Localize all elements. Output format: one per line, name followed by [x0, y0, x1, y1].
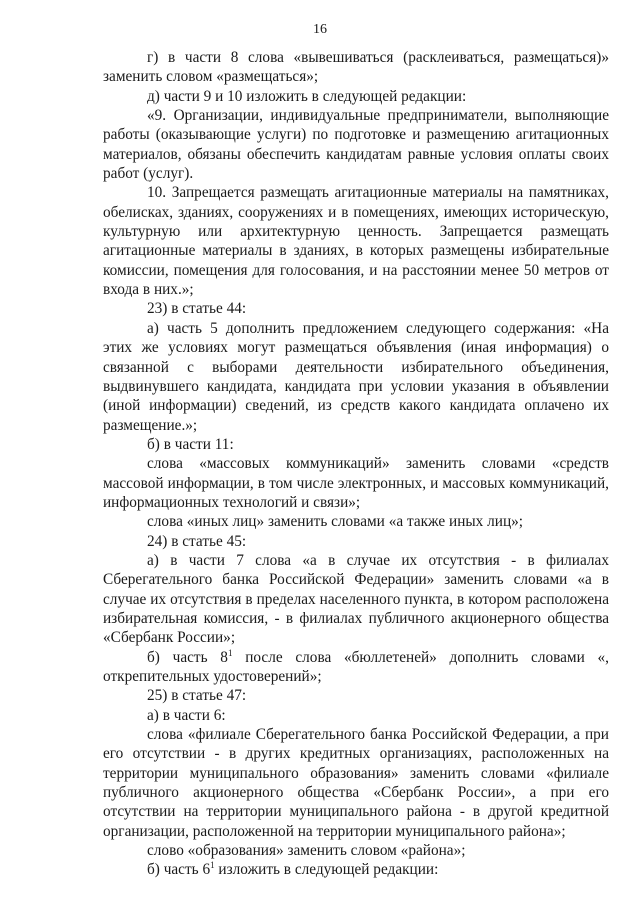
- text: изложить в следующей редакции:: [214, 861, 439, 879]
- paragraph: 23) в статье 44:: [147, 300, 247, 318]
- superscript: 1: [210, 860, 215, 871]
- paragraph: б) в части 11:: [147, 435, 234, 453]
- paragraph: а) часть 5 дополнить предложением следующего содержания: «На этих же условиях могут размещаться объявления (иная информация) о связанной с выборами деятельности избирательного объединения, выдвинувшего кандидата, кандидата при условии указания в объявлении (иной информации) сведений, из средств какого кандидата оплачено их размещение.»;: [103, 319, 609, 434]
- paragraph: д) части 9 и 10 изложить в следующей редакции:: [147, 87, 467, 105]
- paragraph: 10. Запрещается размещать агитационные материалы на памятниках, обелисках, зданиях, сооружениях и в помещениях, имеющих историческую, культурную или архитектурную ценность. Запрещается размещать агитационные материалы в зданиях, в которых размещены избирательные комиссии, помещения для голосования, и на расстоянии менее 50 метров от входа в них.»;: [103, 184, 609, 299]
- paragraph: слова «иных лиц» заменить словами «а также иных лиц»;: [147, 513, 524, 531]
- paragraph: слова «филиале Сберегательного банка Российской Федерации, а при его отсутствии - в других кредитных организациях, расположенных на территории муниципального образования» заменить словами «филиале публичного акционерного общества «Сбербанк России», а при его отсутствии на территории муниципального района - в другой кредитной организации, расположенной на территории муниципального района»;: [103, 726, 609, 840]
- paragraph-with-superscript: [103, 648, 609, 687]
- paragraph: 24) в статье 45:: [147, 532, 247, 550]
- text: б) часть 8: [147, 648, 228, 666]
- paragraph: г) в части 8 слова «вывешиваться (расклеиваться, размещаться)» заменить словом «размещаться»;: [103, 49, 609, 86]
- paragraph: слова «массовых коммуникаций» заменить словами «средств массовой информации, в том числе электронных, и массовых коммуникаций, информационных технологий и связи»;: [103, 455, 609, 511]
- paragraph: 25) в статье 47:: [147, 687, 247, 705]
- paragraph: а) в части 6:: [147, 706, 226, 724]
- paragraph-with-superscript: [103, 860, 609, 879]
- paragraph: а) в части 7 слова «а в случае их отсутствия - в филиалах Сберегательного банка Российской Федерации» заменить словами «а в случае их отсутствия в пределах населенного пункта, в котором расположена избирательная комиссия, - в филиалах публичного акционерного общества «Сбербанк России»;: [103, 551, 609, 647]
- paragraph: слово «образования» заменить словом «района»;: [147, 842, 466, 860]
- paragraph: «9. Организации, индивидуальные предприниматели, выполняющие работы (оказывающие услуги) по подготовке и размещению агитационных материалов, обязаны обеспечить кандидатам равные условия оплаты своих работ (услуг).: [103, 107, 609, 183]
- text: после слова «бюллетеней» дополнить словами «, открепительных удостоверений»;: [103, 648, 609, 685]
- text: б) часть 6: [147, 861, 211, 879]
- superscript: 1: [227, 647, 233, 658]
- document-body: [103, 48, 609, 880]
- page-number: 16: [313, 22, 327, 37]
